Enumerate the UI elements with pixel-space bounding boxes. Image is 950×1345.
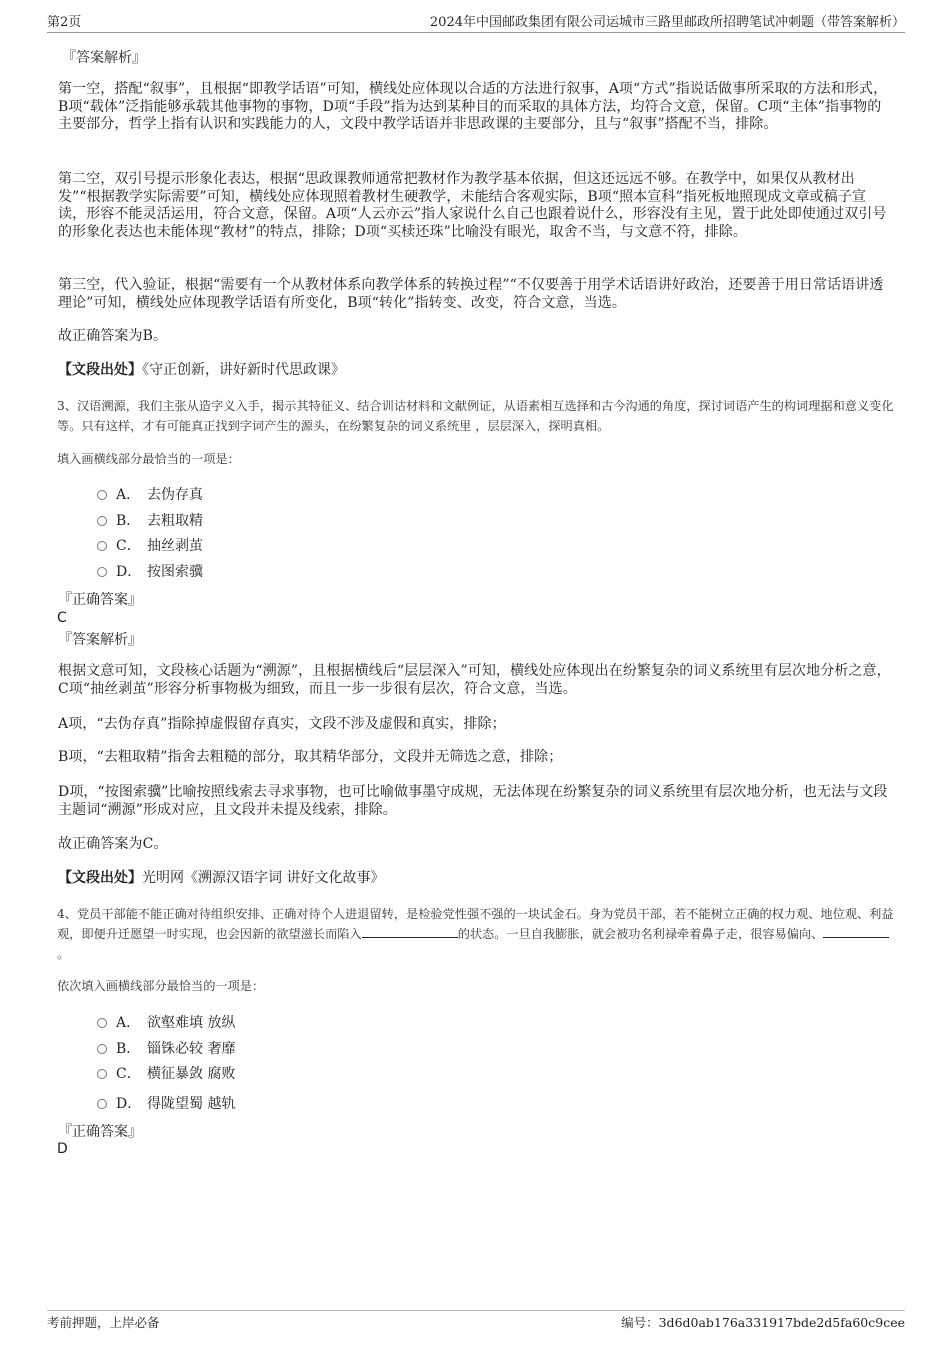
q4-option-b[interactable]: B． 锱铢必较 奢靡 xyxy=(97,1040,235,1058)
radio-icon[interactable] xyxy=(97,1018,107,1028)
q3-conclusion: 故正确答案为C。 xyxy=(58,836,168,852)
q3-ask: 填入画横线部分最恰当的一项是： xyxy=(57,452,240,466)
q3-analysis-para-1: 根据文意可知，文段核心话题为“溯源”，且根据横线后“层层深入”可知，横线处应体现出在纷繁复杂的词义系统里有层次地分析之意，C项“抽丝剥茧”形容分析事物极为细致，而且一步一步很有层次，符合文意，当选。 xyxy=(58,663,891,697)
q3-option-d[interactable]: D． 按图索骥 xyxy=(97,563,203,581)
page-number: 第2页 xyxy=(47,15,82,30)
q2-analysis-para-1: 第一空，搭配“叙事”，且根据“即教学话语”可知，横线处应体现以合适的方法进行叙事，A项“方式”指说话做事所采取的方法和形式，B项“载体”泛指能够承载其他事物的事物，D项“手段”指为达到某种目的而采取的具体方法，均符合文意，保留。C项“主体”指事物的主要部分，哲学上指有认识和实践能力的人，文段中教学话语并非思政课的主要部分，且与“叙事”搭配不当，排除。 xyxy=(58,81,888,132)
q3-question: 3、汉语溯源，我们主张从造字义入手，揭示其特征义、结合训诂材料和文献例证，从语素相互选择和古今沟通的角度，探讨词语产生的构词理据和意义变化等。只有这样，才有可能真正找到字词产生的源头，在纷繁复杂的词义系统里 ，层层深入，探明真相。 xyxy=(57,399,894,433)
radio-icon[interactable] xyxy=(97,1069,107,1079)
q2-source xyxy=(58,361,345,379)
radio-icon[interactable] xyxy=(97,567,107,577)
q3-analysis-label: 『答案解析』 xyxy=(58,632,142,648)
radio-icon[interactable] xyxy=(97,490,107,500)
radio-icon[interactable] xyxy=(97,1044,107,1054)
page-header xyxy=(47,14,905,33)
q3-source-label: 【文段出处】 xyxy=(58,870,142,886)
q2-analysis-label: 『答案解析』 xyxy=(62,50,146,66)
q3-correct-label: 『正确答案』 xyxy=(58,592,142,608)
q2-conclusion: 故正确答案为B。 xyxy=(58,328,168,344)
q2-source-label: 【文段出处】 xyxy=(58,362,142,378)
q3-correct-answer: C xyxy=(57,610,67,626)
blank-2 xyxy=(823,925,889,938)
q3-source xyxy=(58,869,384,887)
page-footer xyxy=(47,1310,905,1331)
footer-slogan: 考前押题，上岸必备 xyxy=(47,1315,160,1330)
q3-analysis-para-2: A项，“去伪存真”指除掉虚假留存真实，文段不涉及虚假和真实，排除； xyxy=(58,716,506,732)
q3-option-a[interactable]: A． 去伪存真 xyxy=(97,486,203,504)
q2-analysis-para-3: 第三空，代入验证，根据“需要有一个从教材体系向教学体系的转换过程”“不仅要善于用学术话语讲好政治，还要善于用日常话语讲透理论”可知，横线处应体现教学话语有所变化，B项“转化”指转变、改变，符合文意，当选。 xyxy=(58,277,884,311)
q4-question: 4、党员干部能不能正确对待组织安排、正确对待个人进退留转，是检验党性强不强的一块试金石。身为党员干部，若不能树立正确的权力观、地位观、利益观，即便升迁愿望一时实现，也会因新的欲望滋长而陷入 的状态。一旦自我膨胀，就会被功名利禄牵着鼻子走，很容易偏向、。 xyxy=(57,907,894,961)
q4-option-a[interactable]: A． 欲壑难填 放纵 xyxy=(97,1014,235,1032)
q4-correct-answer: D xyxy=(57,1141,68,1157)
radio-icon[interactable] xyxy=(97,1099,107,1109)
document-title: 2024年中国邮政集团有限公司运城市三路里邮政所招聘笔试冲刺题（带答案解析） xyxy=(429,15,905,30)
radio-icon[interactable] xyxy=(97,541,107,551)
q3-source-text: 光明网《溯源汉语字词 讲好文化故事》 xyxy=(142,870,385,886)
radio-icon[interactable] xyxy=(97,516,107,526)
q3-option-c[interactable]: C． 抽丝剥茧 xyxy=(97,537,203,555)
q2-source-text: 《守正创新，讲好新时代思政课》 xyxy=(142,362,345,378)
q4-ask: 依次填入画横线部分最恰当的一项是： xyxy=(57,979,265,993)
q4-option-c[interactable]: C． 横征暴敛 腐败 xyxy=(97,1065,235,1083)
blank-1 xyxy=(362,925,458,938)
q3-analysis-para-3: B项，“去粗取精”指舍去粗糙的部分，取其精华部分，文段并无筛选之意，排除； xyxy=(58,749,563,765)
document-code: 编号：3d6d0ab176a331917bde2d5fa60c9cee xyxy=(621,1315,905,1330)
q4-option-d[interactable]: D． 得陇望蜀 越轨 xyxy=(97,1095,235,1113)
q3-analysis-para-4: D项，“按图索骥”比喻按照线索去寻求事物，也可比喻做事墨守成规，无法体现在纷繁复杂的词义系统里有层次地分析，也无法与文段主题词“溯源”形成对应，且文段并未提及线索，排除。 xyxy=(58,784,888,818)
q2-analysis-para-2: 第二空，双引号提示形象化表达，根据“思政课教师通常把教材作为教学基本依据，但这还远远不够。在教学中，如果仅从教材出发”“根据教学实际需要”可知，横线处应体现照着教材生硬教学，未能结合客观实际，B项“照本宣科”指死板地照现成文章或稿子宣读，形容不能灵活运用，符合文意，保留。A项“人云亦云”指人家说什么自己也跟着说什么，形容没有主见，置于此处即使通过双引号的形象化表达也未能体现“教材”的特点，排除；D项“买椟还珠”比喻没有眼光，取舍不当，与文意不符，排除。 xyxy=(58,171,887,240)
q4-correct-label: 『正确答案』 xyxy=(58,1124,142,1140)
q3-option-b[interactable]: B． 去粗取精 xyxy=(97,512,203,530)
